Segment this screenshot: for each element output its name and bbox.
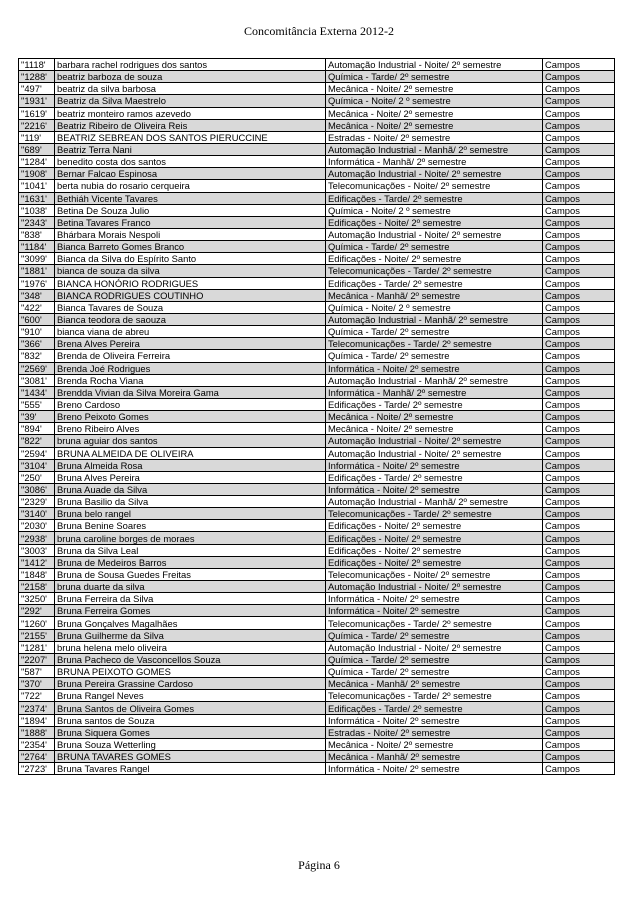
campus-cell: Campos	[543, 83, 615, 95]
table-row	[19, 71, 615, 83]
table-row	[19, 131, 615, 143]
table-row	[19, 362, 615, 374]
student-name-cell: BRUNA TAVARES GOMES	[55, 751, 326, 763]
student-id-cell: "822'	[19, 435, 55, 447]
campus-cell: Campos	[543, 520, 615, 532]
student-id-cell: "422'	[19, 301, 55, 313]
campus-cell: Campos	[543, 398, 615, 410]
campus-cell: Campos	[543, 131, 615, 143]
table-row	[19, 326, 615, 338]
course-cell: Mecânica - Noite/ 2º semestre	[326, 738, 543, 750]
student-name-cell: benedito costa dos santos	[55, 156, 326, 168]
table-row	[19, 143, 615, 155]
student-id-cell: "1038'	[19, 204, 55, 216]
student-id-cell: "2329'	[19, 496, 55, 508]
campus-cell: Campos	[543, 228, 615, 240]
course-cell: Química - Tarde/ 2º semestre	[326, 666, 543, 678]
course-cell: Mecânica - Noite/ 2º semestre	[326, 83, 543, 95]
student-name-cell: Bruna Alves Pereira	[55, 471, 326, 483]
student-id-cell: "1888'	[19, 726, 55, 738]
student-id-cell: "1931'	[19, 95, 55, 107]
course-cell: Edificações - Noite/ 2º semestre	[326, 544, 543, 556]
student-name-cell: Bruna Ferreira Gomes	[55, 605, 326, 617]
campus-cell: Campos	[543, 241, 615, 253]
student-name-cell: Bruna de Medeiros Barros	[55, 556, 326, 568]
student-id-cell: "497'	[19, 83, 55, 95]
course-cell: Automação Industrial - Noite/ 2º semestre	[326, 581, 543, 593]
course-cell: Edificações - Noite/ 2º semestre	[326, 520, 543, 532]
campus-cell: Campos	[543, 447, 615, 459]
course-cell: Química - Tarde/ 2º semestre	[326, 241, 543, 253]
course-cell: Edificações - Tarde/ 2º semestre	[326, 702, 543, 714]
campus-cell: Campos	[543, 71, 615, 83]
table-row	[19, 726, 615, 738]
student-name-cell: Bhárbara Morais Nespoli	[55, 228, 326, 240]
campus-cell: Campos	[543, 532, 615, 544]
student-name-cell: Bruna Pacheco de Vasconcellos Souza	[55, 653, 326, 665]
course-cell: Informática - Manhã/ 2º semestre	[326, 156, 543, 168]
table-row	[19, 544, 615, 556]
course-cell: Automação Industrial - Noite/ 2º semestre	[326, 447, 543, 459]
course-cell: Informática - Noite/ 2º semestre	[326, 362, 543, 374]
student-id-cell: "2030'	[19, 520, 55, 532]
course-cell: Química - Tarde/ 2º semestre	[326, 653, 543, 665]
student-name-cell: beatriz monteiro ramos azevedo	[55, 107, 326, 119]
student-name-cell: bruna helena melo oliveira	[55, 641, 326, 653]
page-number: Página 6	[298, 858, 340, 872]
student-id-cell: "3099'	[19, 253, 55, 265]
student-id-cell: "1041'	[19, 180, 55, 192]
course-cell: Informática - Noite/ 2º semestre	[326, 459, 543, 471]
table-row	[19, 350, 615, 362]
course-cell: Edificações - Noite/ 2º semestre	[326, 216, 543, 228]
student-id-cell: "2155'	[19, 629, 55, 641]
table-row	[19, 690, 615, 702]
student-id-cell: "1288'	[19, 71, 55, 83]
student-id-cell: "3003'	[19, 544, 55, 556]
table-row	[19, 83, 615, 95]
student-id-cell: "2723'	[19, 763, 55, 775]
course-cell: Automação Industrial - Noite/ 2º semestre	[326, 168, 543, 180]
table-row	[19, 241, 615, 253]
course-cell: Mecânica - Noite/ 2º semestre	[326, 411, 543, 423]
student-name-cell: Bruna Tavares Rangel	[55, 763, 326, 775]
course-cell: Química - Noite/ 2 º semestre	[326, 301, 543, 313]
campus-cell: Campos	[543, 714, 615, 726]
student-name-cell: Brenda de Oliveira Ferreira	[55, 350, 326, 362]
course-cell: Automação Industrial - Manhã/ 2º semestre	[326, 374, 543, 386]
table-row	[19, 496, 615, 508]
campus-cell: Campos	[543, 544, 615, 556]
student-id-cell: "1976'	[19, 277, 55, 289]
student-name-cell: BRUNA ALMEIDA DE OLIVEIRA	[55, 447, 326, 459]
student-id-cell: "39'	[19, 411, 55, 423]
student-name-cell: Bernar Falcao Espinosa	[55, 168, 326, 180]
table-row	[19, 641, 615, 653]
student-id-cell: "1434'	[19, 386, 55, 398]
campus-cell: Campos	[543, 593, 615, 605]
table-row	[19, 666, 615, 678]
student-name-cell: Bruna Ferreira da Silva	[55, 593, 326, 605]
student-name-cell: Bruna de Sousa Guedes Freitas	[55, 568, 326, 580]
table-row	[19, 738, 615, 750]
campus-cell: Campos	[543, 411, 615, 423]
student-name-cell: Beatriz Terra Nani	[55, 143, 326, 155]
student-id-cell: "910'	[19, 326, 55, 338]
student-name-cell: BEATRIZ SEBREAN DOS SANTOS PIERUCCINE	[55, 131, 326, 143]
student-name-cell: Bruna Basilio da Silva	[55, 496, 326, 508]
student-id-cell: "366'	[19, 338, 55, 350]
student-id-cell: "600'	[19, 313, 55, 325]
course-cell: Automação Industrial - Noite/ 2º semestre	[326, 228, 543, 240]
course-cell: Automação Industrial - Noite/ 2º semestre	[326, 641, 543, 653]
course-cell: Informática - Noite/ 2º semestre	[326, 763, 543, 775]
student-name-cell: Betina Tavares Franco	[55, 216, 326, 228]
student-id-cell: "2343'	[19, 216, 55, 228]
student-name-cell: Bruna Auade da Silva	[55, 483, 326, 495]
course-cell: Mecânica - Noite/ 2º semestre	[326, 107, 543, 119]
campus-cell: Campos	[543, 156, 615, 168]
table-row	[19, 180, 615, 192]
table-row	[19, 678, 615, 690]
student-name-cell: Brenda Joé Rodrigues	[55, 362, 326, 374]
campus-cell: Campos	[543, 119, 615, 131]
student-id-cell: "3081'	[19, 374, 55, 386]
course-cell: Automação Industrial - Manhã/ 2º semestre	[326, 143, 543, 155]
student-name-cell: bianca de souza da silva	[55, 265, 326, 277]
student-id-cell: "2569'	[19, 362, 55, 374]
table-row	[19, 508, 615, 520]
table-row	[19, 435, 615, 447]
course-cell: Edificações - Tarde/ 2º semestre	[326, 471, 543, 483]
student-id-cell: "2158'	[19, 581, 55, 593]
student-id-cell: "3140'	[19, 508, 55, 520]
campus-cell: Campos	[543, 362, 615, 374]
table-row	[19, 301, 615, 313]
student-id-cell: "250'	[19, 471, 55, 483]
campus-cell: Campos	[543, 763, 615, 775]
student-name-cell: Bruna Benine Soares	[55, 520, 326, 532]
table-row	[19, 593, 615, 605]
student-name-cell: Breno Peixoto Gomes	[55, 411, 326, 423]
campus-cell: Campos	[543, 350, 615, 362]
student-id-cell: "2938'	[19, 532, 55, 544]
student-name-cell: Breno Cardoso	[55, 398, 326, 410]
campus-cell: Campos	[543, 313, 615, 325]
student-name-cell: Brenda Rocha Viana	[55, 374, 326, 386]
student-id-cell: "370'	[19, 678, 55, 690]
table-row	[19, 629, 615, 641]
student-name-cell: Bruna santos de Souza	[55, 714, 326, 726]
student-id-cell: "1881'	[19, 265, 55, 277]
campus-cell: Campos	[543, 326, 615, 338]
campus-cell: Campos	[543, 605, 615, 617]
table-row	[19, 556, 615, 568]
table-row	[19, 763, 615, 775]
student-id-cell: "2216'	[19, 119, 55, 131]
student-name-cell: barbara rachel rodrigues dos santos	[55, 59, 326, 71]
campus-cell: Campos	[543, 738, 615, 750]
course-cell: Química - Noite/ 2 º semestre	[326, 95, 543, 107]
campus-cell: Campos	[543, 702, 615, 714]
campus-cell: Campos	[543, 180, 615, 192]
student-id-cell: "1631'	[19, 192, 55, 204]
student-name-cell: bianca viana de abreu	[55, 326, 326, 338]
course-cell: Edificações - Noite/ 2º semestre	[326, 556, 543, 568]
table-row	[19, 483, 615, 495]
course-cell: Informática - Noite/ 2º semestre	[326, 593, 543, 605]
student-name-cell: Bianca Tavares de Souza	[55, 301, 326, 313]
course-cell: Automação Industrial - Manhã/ 2º semestre	[326, 313, 543, 325]
table-row	[19, 617, 615, 629]
course-cell: Edificações - Noite/ 2º semestre	[326, 253, 543, 265]
course-cell: Telecomunicações - Tarde/ 2º semestre	[326, 617, 543, 629]
student-id-cell: "1894'	[19, 714, 55, 726]
student-name-cell: bruna duarte da silva	[55, 581, 326, 593]
table-row	[19, 228, 615, 240]
course-cell: Edificações - Noite/ 2º semestre	[326, 532, 543, 544]
table-row	[19, 107, 615, 119]
table-row	[19, 532, 615, 544]
course-cell: Química - Tarde/ 2º semestre	[326, 350, 543, 362]
student-id-cell: "2594'	[19, 447, 55, 459]
table-row	[19, 289, 615, 301]
course-cell: Edificações - Tarde/ 2º semestre	[326, 192, 543, 204]
course-cell: Informática - Noite/ 2º semestre	[326, 605, 543, 617]
student-name-cell: Bruna Pereira Grassine Cardoso	[55, 678, 326, 690]
campus-cell: Campos	[543, 143, 615, 155]
course-cell: Telecomunicações - Tarde/ 2º semestre	[326, 338, 543, 350]
table-row	[19, 568, 615, 580]
student-name-cell: Bethiáh Vicente Tavares	[55, 192, 326, 204]
course-cell: Informática - Manhã/ 2º semestre	[326, 386, 543, 398]
table-row	[19, 253, 615, 265]
student-name-cell: Bianca teodora de saouza	[55, 313, 326, 325]
student-name-cell: Bruna Souza Wetterling	[55, 738, 326, 750]
student-id-cell: "689'	[19, 143, 55, 155]
course-cell: Mecânica - Manhã/ 2º semestre	[326, 751, 543, 763]
table-row	[19, 168, 615, 180]
table-row	[19, 520, 615, 532]
student-name-cell: BRUNA PEIXOTO GOMES	[55, 666, 326, 678]
student-id-cell: "1284'	[19, 156, 55, 168]
table-row	[19, 714, 615, 726]
campus-cell: Campos	[543, 59, 615, 71]
student-name-cell: Bruna Siquera Gomes	[55, 726, 326, 738]
course-cell: Telecomunicações - Tarde/ 2º semestre	[326, 690, 543, 702]
campus-cell: Campos	[543, 338, 615, 350]
table-row	[19, 447, 615, 459]
student-name-cell: BIANCA RODRIGUES COUTINHO	[55, 289, 326, 301]
student-id-cell: "119'	[19, 131, 55, 143]
course-cell: Edificações - Tarde/ 2º semestre	[326, 277, 543, 289]
campus-cell: Campos	[543, 277, 615, 289]
student-name-cell: Bruna Rangel Neves	[55, 690, 326, 702]
campus-cell: Campos	[543, 386, 615, 398]
table-row	[19, 338, 615, 350]
course-cell: Automação Industrial - Noite/ 2º semestre	[326, 59, 543, 71]
course-cell: Automação Industrial - Manhã/ 2º semestre	[326, 496, 543, 508]
campus-cell: Campos	[543, 435, 615, 447]
campus-cell: Campos	[543, 107, 615, 119]
student-id-cell: "2207'	[19, 653, 55, 665]
table-row	[19, 653, 615, 665]
course-cell: Mecânica - Manhã/ 2º semestre	[326, 678, 543, 690]
table-row	[19, 265, 615, 277]
student-id-cell: "3250'	[19, 593, 55, 605]
campus-cell: Campos	[543, 508, 615, 520]
campus-cell: Campos	[543, 556, 615, 568]
student-id-cell: "1281'	[19, 641, 55, 653]
campus-cell: Campos	[543, 216, 615, 228]
campus-cell: Campos	[543, 751, 615, 763]
table-row	[19, 59, 615, 71]
student-id-cell: "2354'	[19, 738, 55, 750]
table-row	[19, 156, 615, 168]
student-name-cell: Beatriz da Silva Maestrelo	[55, 95, 326, 107]
enrollment-table	[18, 58, 615, 775]
student-id-cell: "722'	[19, 690, 55, 702]
course-cell: Telecomunicações - Tarde/ 2º semestre	[326, 265, 543, 277]
campus-cell: Campos	[543, 678, 615, 690]
course-cell: Química - Tarde/ 2º semestre	[326, 629, 543, 641]
student-id-cell: "1619'	[19, 107, 55, 119]
course-cell: Informática - Noite/ 2º semestre	[326, 483, 543, 495]
table-row	[19, 216, 615, 228]
campus-cell: Campos	[543, 726, 615, 738]
table-row	[19, 423, 615, 435]
student-name-cell: Breno Ribeiro Alves	[55, 423, 326, 435]
table-row	[19, 386, 615, 398]
campus-cell: Campos	[543, 617, 615, 629]
student-name-cell: Bruna Almeida Rosa	[55, 459, 326, 471]
student-name-cell: Betina De Souza Julio	[55, 204, 326, 216]
course-cell: Mecânica - Noite/ 2º semestre	[326, 423, 543, 435]
campus-cell: Campos	[543, 289, 615, 301]
campus-cell: Campos	[543, 192, 615, 204]
campus-cell: Campos	[543, 204, 615, 216]
campus-cell: Campos	[543, 168, 615, 180]
table-row	[19, 313, 615, 325]
course-cell: Mecânica - Noite/ 2º semestre	[326, 119, 543, 131]
student-name-cell: Beatriz Ribeiro de Oliveira Reis	[55, 119, 326, 131]
student-id-cell: "3104'	[19, 459, 55, 471]
student-id-cell: "1848'	[19, 568, 55, 580]
student-id-cell: "555'	[19, 398, 55, 410]
table-body	[19, 59, 615, 775]
student-id-cell: "1412'	[19, 556, 55, 568]
course-cell: Química - Noite/ 2 º semestre	[326, 204, 543, 216]
student-name-cell: berta nubia do rosario cerqueira	[55, 180, 326, 192]
campus-cell: Campos	[543, 666, 615, 678]
campus-cell: Campos	[543, 95, 615, 107]
student-id-cell: "2374'	[19, 702, 55, 714]
table-row	[19, 605, 615, 617]
student-name-cell: Bruna Gonçalves Magalhães	[55, 617, 326, 629]
student-name-cell: Bruna belo rangel	[55, 508, 326, 520]
student-id-cell: "1260'	[19, 617, 55, 629]
student-id-cell: "292'	[19, 605, 55, 617]
campus-cell: Campos	[543, 568, 615, 580]
course-cell: Telecomunicações - Tarde/ 2º semestre	[326, 508, 543, 520]
campus-cell: Campos	[543, 483, 615, 495]
student-name-cell: beatriz barboza de souza	[55, 71, 326, 83]
course-cell: Telecomunicações - Noite/ 2º semestre	[326, 180, 543, 192]
campus-cell: Campos	[543, 641, 615, 653]
course-cell: Telecomunicações - Noite/ 2º semestre	[326, 568, 543, 580]
student-name-cell: Bianca Barreto Gomes Branco	[55, 241, 326, 253]
student-name-cell: bruna caroline borges de moraes	[55, 532, 326, 544]
table-row	[19, 411, 615, 423]
table-row	[19, 702, 615, 714]
student-id-cell: "3086'	[19, 483, 55, 495]
campus-cell: Campos	[543, 459, 615, 471]
table-row	[19, 459, 615, 471]
campus-cell: Campos	[543, 265, 615, 277]
page-title: Concomitância Externa 2012-2	[244, 24, 394, 38]
table-row	[19, 471, 615, 483]
campus-cell: Campos	[543, 690, 615, 702]
table-row	[19, 398, 615, 410]
course-cell: Química - Tarde/ 2º semestre	[326, 326, 543, 338]
campus-cell: Campos	[543, 653, 615, 665]
campus-cell: Campos	[543, 471, 615, 483]
course-cell: Informática - Noite/ 2º semestre	[326, 714, 543, 726]
table-row	[19, 751, 615, 763]
campus-cell: Campos	[543, 374, 615, 386]
table-row	[19, 192, 615, 204]
table-row	[19, 374, 615, 386]
student-name-cell: Bruna da Silva Leal	[55, 544, 326, 556]
table-row	[19, 277, 615, 289]
student-id-cell: "1184'	[19, 241, 55, 253]
campus-cell: Campos	[543, 423, 615, 435]
student-id-cell: "1908'	[19, 168, 55, 180]
student-id-cell: "587'	[19, 666, 55, 678]
student-name-cell: Bruna Guilherme da Silva	[55, 629, 326, 641]
student-id-cell: "348'	[19, 289, 55, 301]
student-id-cell: "2764'	[19, 751, 55, 763]
table-row	[19, 204, 615, 216]
course-cell: Química - Tarde/ 2º semestre	[326, 71, 543, 83]
campus-cell: Campos	[543, 496, 615, 508]
student-name-cell: bruna aguiar dos santos	[55, 435, 326, 447]
course-cell: Mecânica - Manhã/ 2º semestre	[326, 289, 543, 301]
student-name-cell: beatriz da silva barbosa	[55, 83, 326, 95]
course-cell: Estradas - Noite/ 2º semestre	[326, 726, 543, 738]
student-id-cell: "1118'	[19, 59, 55, 71]
table-row	[19, 95, 615, 107]
student-name-cell: Bianca da Silva do Espírito Santo	[55, 253, 326, 265]
course-cell: Edificações - Tarde/ 2º semestre	[326, 398, 543, 410]
campus-cell: Campos	[543, 581, 615, 593]
course-cell: Automação Industrial - Noite/ 2º semestre	[326, 435, 543, 447]
student-name-cell: BIANCA HONÓRIO RODRIGUES	[55, 277, 326, 289]
campus-cell: Campos	[543, 301, 615, 313]
campus-cell: Campos	[543, 253, 615, 265]
student-name-cell: Brena Alves Pereira	[55, 338, 326, 350]
campus-cell: Campos	[543, 629, 615, 641]
table-row	[19, 581, 615, 593]
student-id-cell: "832'	[19, 350, 55, 362]
student-id-cell: "894'	[19, 423, 55, 435]
student-id-cell: "838'	[19, 228, 55, 240]
course-cell: Estradas - Noite/ 2º semestre	[326, 131, 543, 143]
table-row	[19, 119, 615, 131]
student-name-cell: Brendda Vivian da Silva Moreira Gama	[55, 386, 326, 398]
student-name-cell: Bruna Santos de Oliveira Gomes	[55, 702, 326, 714]
